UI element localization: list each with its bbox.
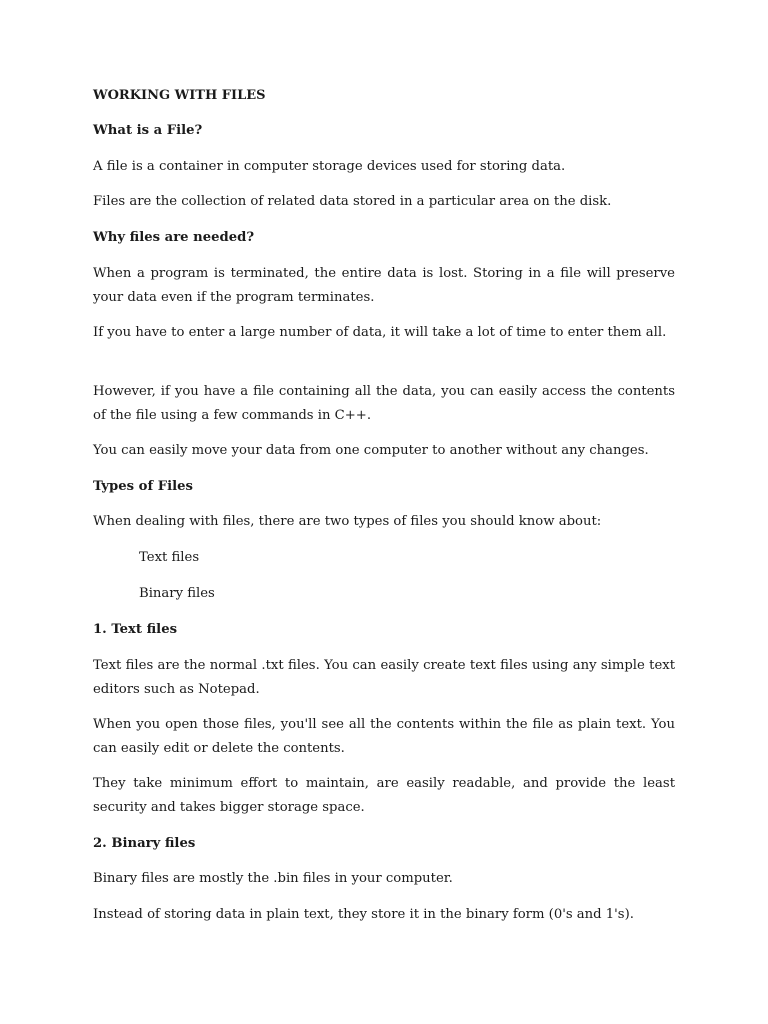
paragraph: If you have to enter a large number of data, it will take a lot of time to enter them all. <box>93 325 667 340</box>
heading-types-of-files: Types of Files <box>93 479 193 494</box>
paragraph: They take minimum effort to maintain, are easily readable, and provide the least security and takes bigger storage space. <box>93 776 675 815</box>
list-item: Text files <box>139 550 200 565</box>
heading-binary-files: 2. Binary files <box>93 836 196 851</box>
paragraph: Files are the collection of related data stored in a particular area on the disk. <box>93 194 612 209</box>
paragraph: Instead of storing data in plain text, they store it in the binary form (0's and 1's). <box>93 907 634 922</box>
heading-what-is-a-file: What is a File? <box>93 123 203 138</box>
paragraph: However, if you have a file containing all the data, you can easily access the contents of the file using a few commands in C++. <box>93 384 675 423</box>
paragraph: Binary files are mostly the .bin files in your computer. <box>93 871 453 886</box>
paragraph: When you open those files, you'll see all the contents within the file as plain text. You can easily edit or delete the contents. <box>93 717 675 756</box>
paragraph: You can easily move your data from one computer to another without any changes. <box>93 443 649 458</box>
document-title: WORKING WITH FILES <box>93 88 266 103</box>
list-item: Binary files <box>139 586 215 601</box>
heading-text-files: 1. Text files <box>93 622 178 637</box>
heading-why-files-needed: Why files are needed? <box>93 230 255 245</box>
paragraph: When a program is terminated, the entire data is lost. Storing in a file will preserve your data even if the program terminates. <box>93 266 675 305</box>
paragraph: When dealing with files, there are two types of files you should know about: <box>93 514 602 529</box>
paragraph: Text files are the normal .txt files. You can easily create text files using any simple text editors such as Notepad. <box>93 658 675 697</box>
paragraph: A file is a container in computer storage devices used for storing data. <box>93 159 566 174</box>
